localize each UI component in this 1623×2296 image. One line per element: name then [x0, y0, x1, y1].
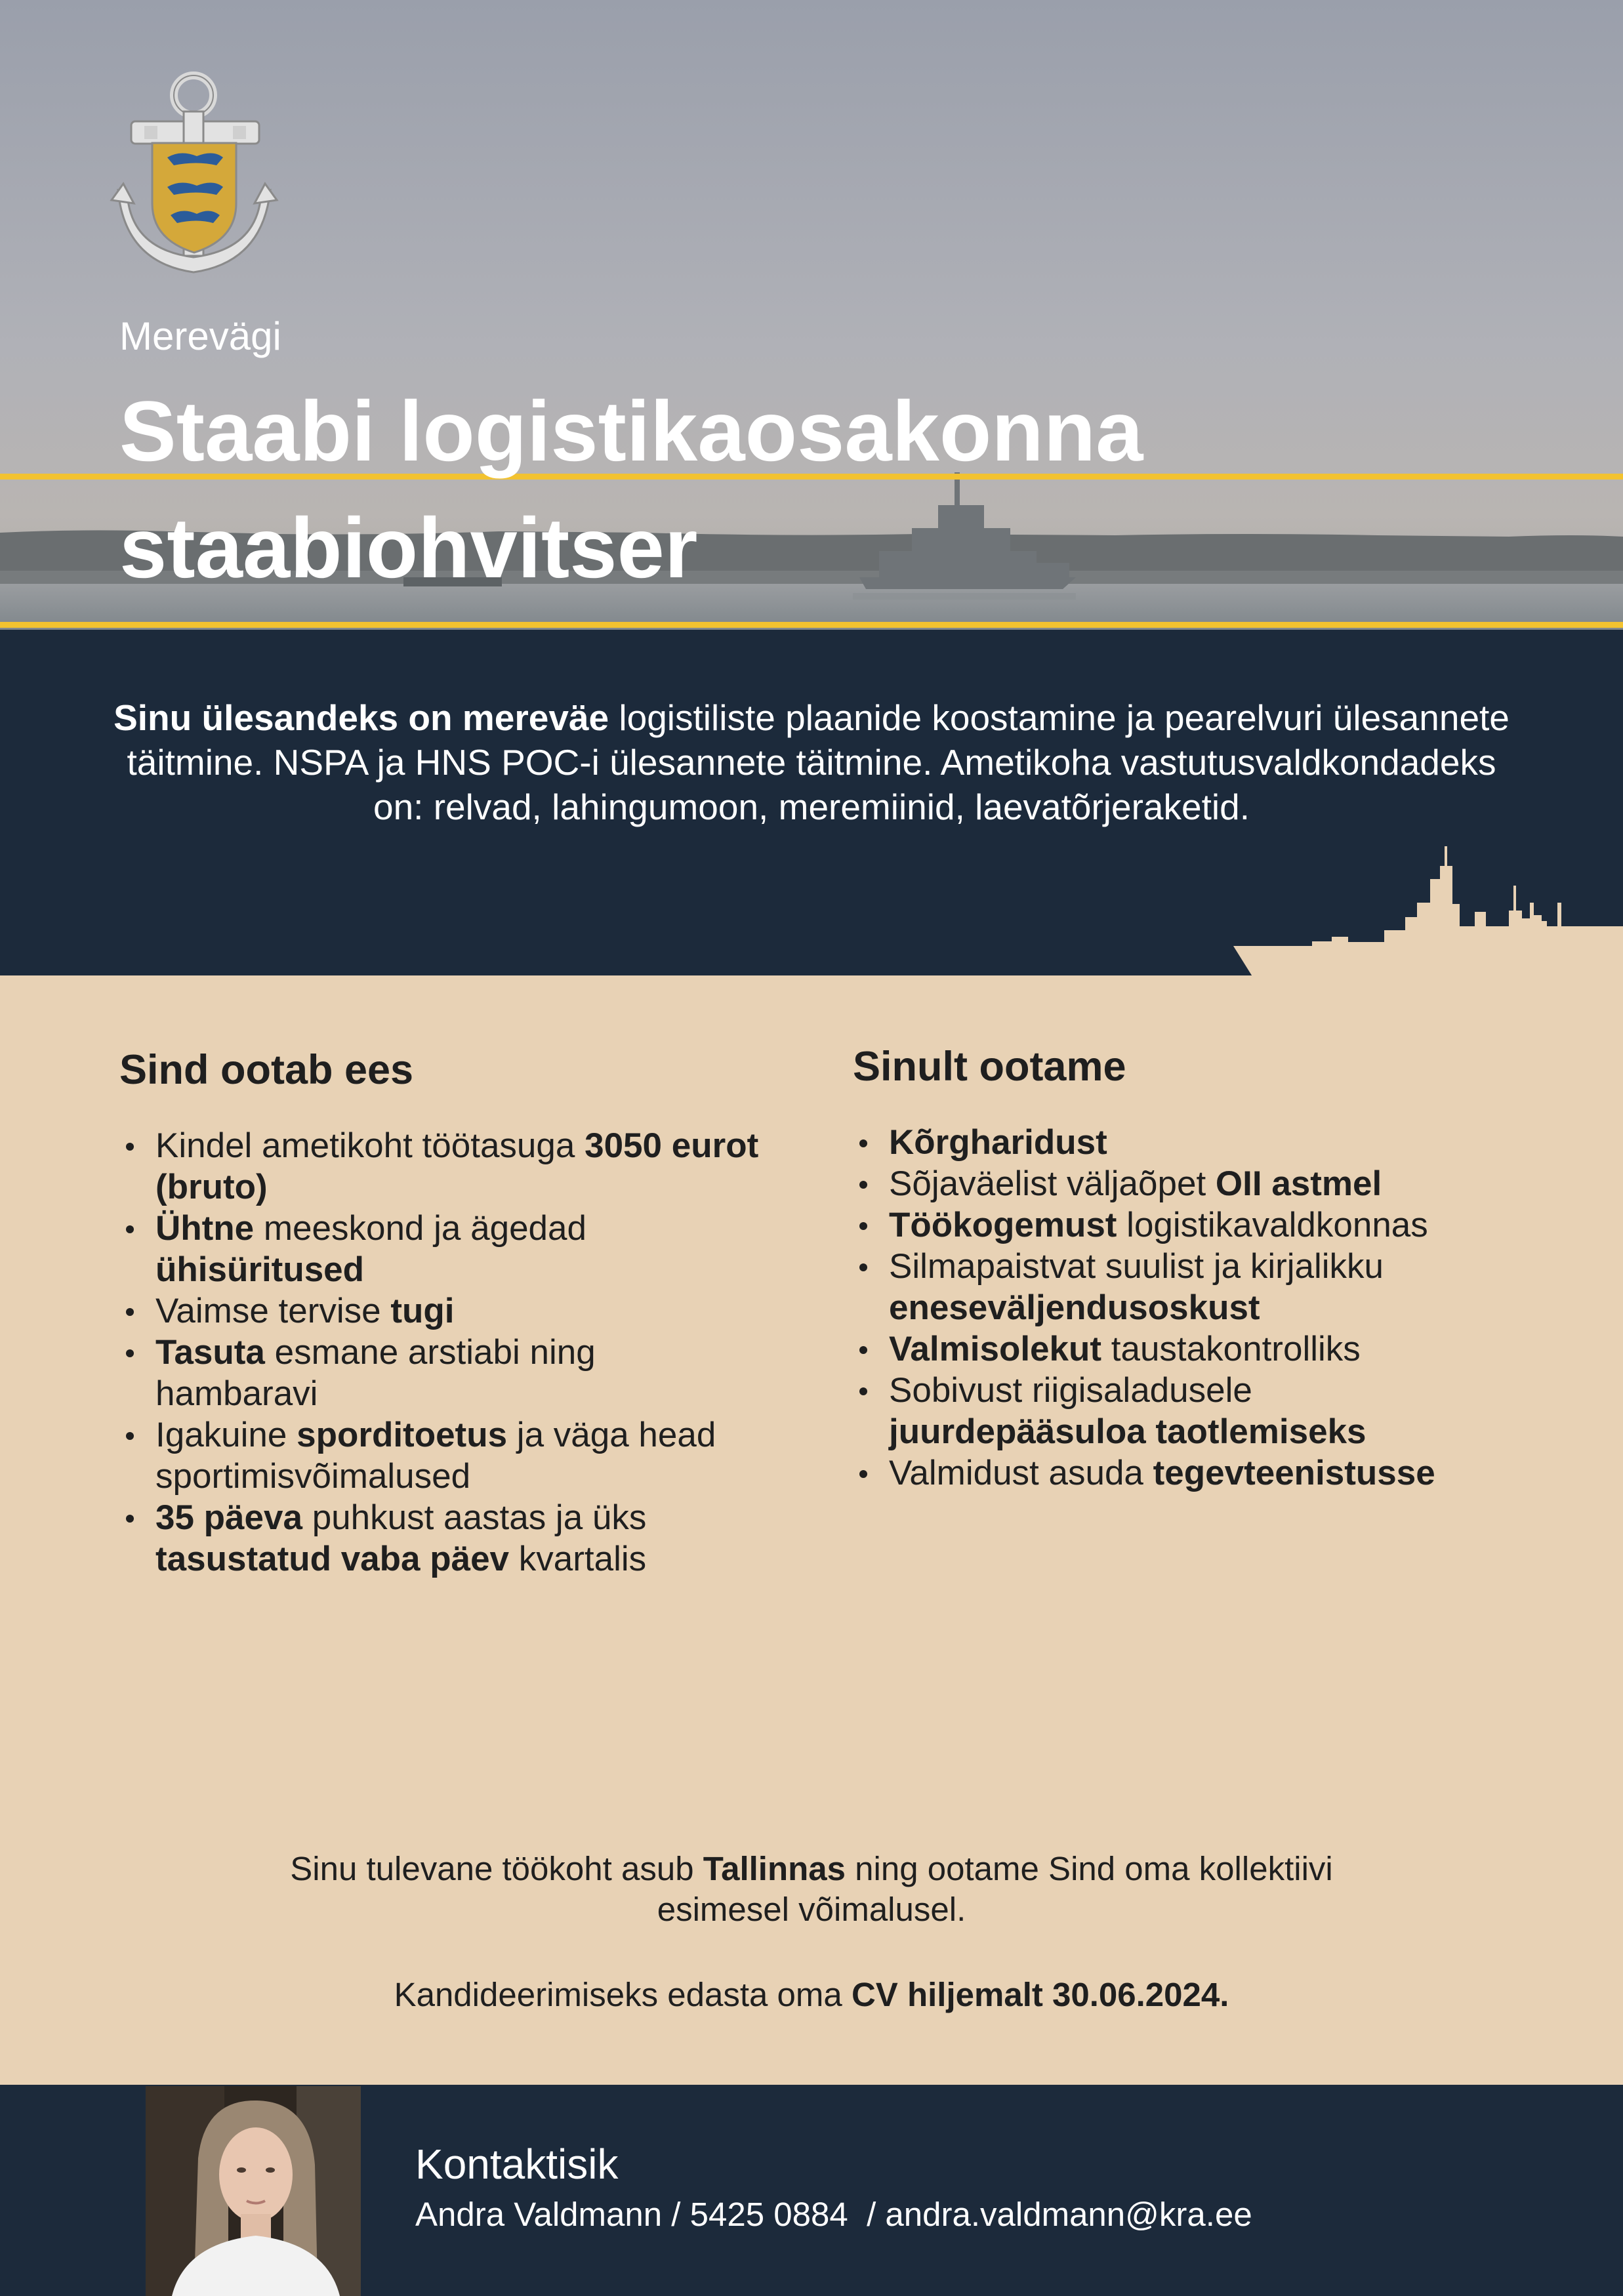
contact-name: Andra Valdmann [415, 2196, 663, 2233]
location-text [262, 1849, 1361, 1930]
offer-item-text: 3050 eurot (bruto) [155, 1126, 759, 1206]
offer-item [155, 1497, 762, 1580]
location-city: Tallinnas [703, 1850, 846, 1887]
offer-item-text: Igakuine [155, 1416, 297, 1454]
requirement-item [889, 1163, 1496, 1204]
hero-banner [0, 0, 1623, 630]
requirement-item-text: juurdepääsuloa taotlemiseks [889, 1412, 1366, 1451]
offer-item-text: ühisüritused [155, 1250, 365, 1289]
offer-item-text: meeskond ja ägedad [254, 1209, 586, 1248]
offer-item-text: Kindel ametikoht töötasuga [155, 1126, 585, 1165]
requirements-list [853, 1122, 1496, 1494]
requirement-item-text: OII astmel [1215, 1164, 1382, 1203]
job-title [119, 373, 1300, 606]
contact-heading: Kontaktisik [415, 2141, 619, 2188]
requirement-item-text: Sobivust riigisaladusele [889, 1371, 1252, 1410]
contact-phone[interactable]: 5425 0884 [689, 2196, 848, 2233]
navy-emblem-logo [105, 66, 285, 282]
warship-silhouette-icon [1233, 840, 1623, 977]
requirement-item [889, 1328, 1496, 1370]
requirement-item-text: Töökogemust [889, 1206, 1117, 1244]
requirements-heading: Sinult ootame [853, 1044, 1126, 1090]
location-text-end: ning ootame Sind oma kollektiivi esimesel võimalusel. [657, 1850, 1333, 1928]
contact-details: Andra Valdmann / 5425 0884 / andra.valdmann@kra.ee [415, 2196, 1252, 2233]
requirement-item-text: Valmidust asuda [889, 1454, 1153, 1492]
requirement-item-text: tegevteenistusse [1153, 1454, 1435, 1492]
offer-item-text: kvartalis [509, 1540, 647, 1578]
offer-heading: Sind ootab ees [119, 1047, 414, 1093]
intro-text [112, 695, 1511, 829]
offer-item-text: puhkust aastas ja üks [302, 1498, 647, 1537]
offer-item-text: esmane arstiabi ning hambaravi [155, 1333, 596, 1413]
offer-item [155, 1414, 762, 1497]
offer-section [119, 1046, 762, 1580]
requirement-item-text: Kõrgharidust [889, 1123, 1107, 1162]
contact-email[interactable]: andra.valdmann@kra.ee [885, 2196, 1252, 2233]
requirement-item-text: eneseväljendusoskust [889, 1288, 1260, 1327]
requirement-item-text: taustakontrolliks [1101, 1330, 1361, 1368]
location-text-start: Sinu tulevane töökoht asub [290, 1850, 703, 1887]
offer-item-text: Ühtne [155, 1209, 255, 1248]
requirement-item [889, 1204, 1496, 1246]
offer-item [155, 1125, 762, 1208]
requirement-item-text: Valmisolekut [889, 1330, 1102, 1368]
intro-body: logistiliste plaanide koostamine ja pearelvuri ülesannete täitmine. NSPA ja HNS POC-i ülesannete täitmine. Ametikoha vastutusvaldkondadeks on: relvad, lahingumoon, meremiinid, laevatõrjeraketid. [127, 697, 1510, 827]
offer-list [119, 1125, 762, 1580]
offer-item-text: Vaimse tervise [155, 1292, 391, 1330]
deadline-date: CV hiljemalt 30.06.2024. [851, 1976, 1229, 2013]
offer-item [155, 1290, 762, 1332]
job-title-line-2: staabiohvitser [119, 500, 698, 596]
offer-item [155, 1208, 762, 1290]
requirement-item [889, 1370, 1496, 1452]
deadline-text [197, 1975, 1426, 2015]
intro-lead: Sinu ülesandeks on mereväe [113, 697, 609, 738]
requirement-item-text: Sõjaväelist väljaõpet [889, 1164, 1216, 1203]
requirement-item [889, 1246, 1496, 1328]
unit-name: Merevägi [119, 314, 281, 358]
contact-person-photo [146, 2086, 361, 2296]
requirement-item-text: Silmapaistvat suulist ja kirjalikku [889, 1247, 1384, 1286]
requirement-item [889, 1452, 1496, 1494]
offer-item-text: Tasuta [155, 1333, 265, 1372]
requirement-item-text: logistikavaldkonnas [1117, 1206, 1428, 1244]
deadline-text-start: Kandideerimiseks edasta oma [394, 1976, 852, 2013]
offer-item-text: ja väga head sportimisvõimalused [155, 1416, 716, 1496]
offer-item-text: sporditoetus [297, 1416, 508, 1454]
requirements-section [853, 1043, 1496, 1494]
offer-item-text: tasustatud vaba päev [155, 1540, 510, 1578]
offer-item-text: 35 päeva [155, 1498, 302, 1537]
job-title-line-1: Staabi logistikaosakonna [119, 383, 1143, 479]
offer-item-text: tugi [390, 1292, 455, 1330]
offer-item [155, 1332, 762, 1414]
requirement-item [889, 1122, 1496, 1163]
